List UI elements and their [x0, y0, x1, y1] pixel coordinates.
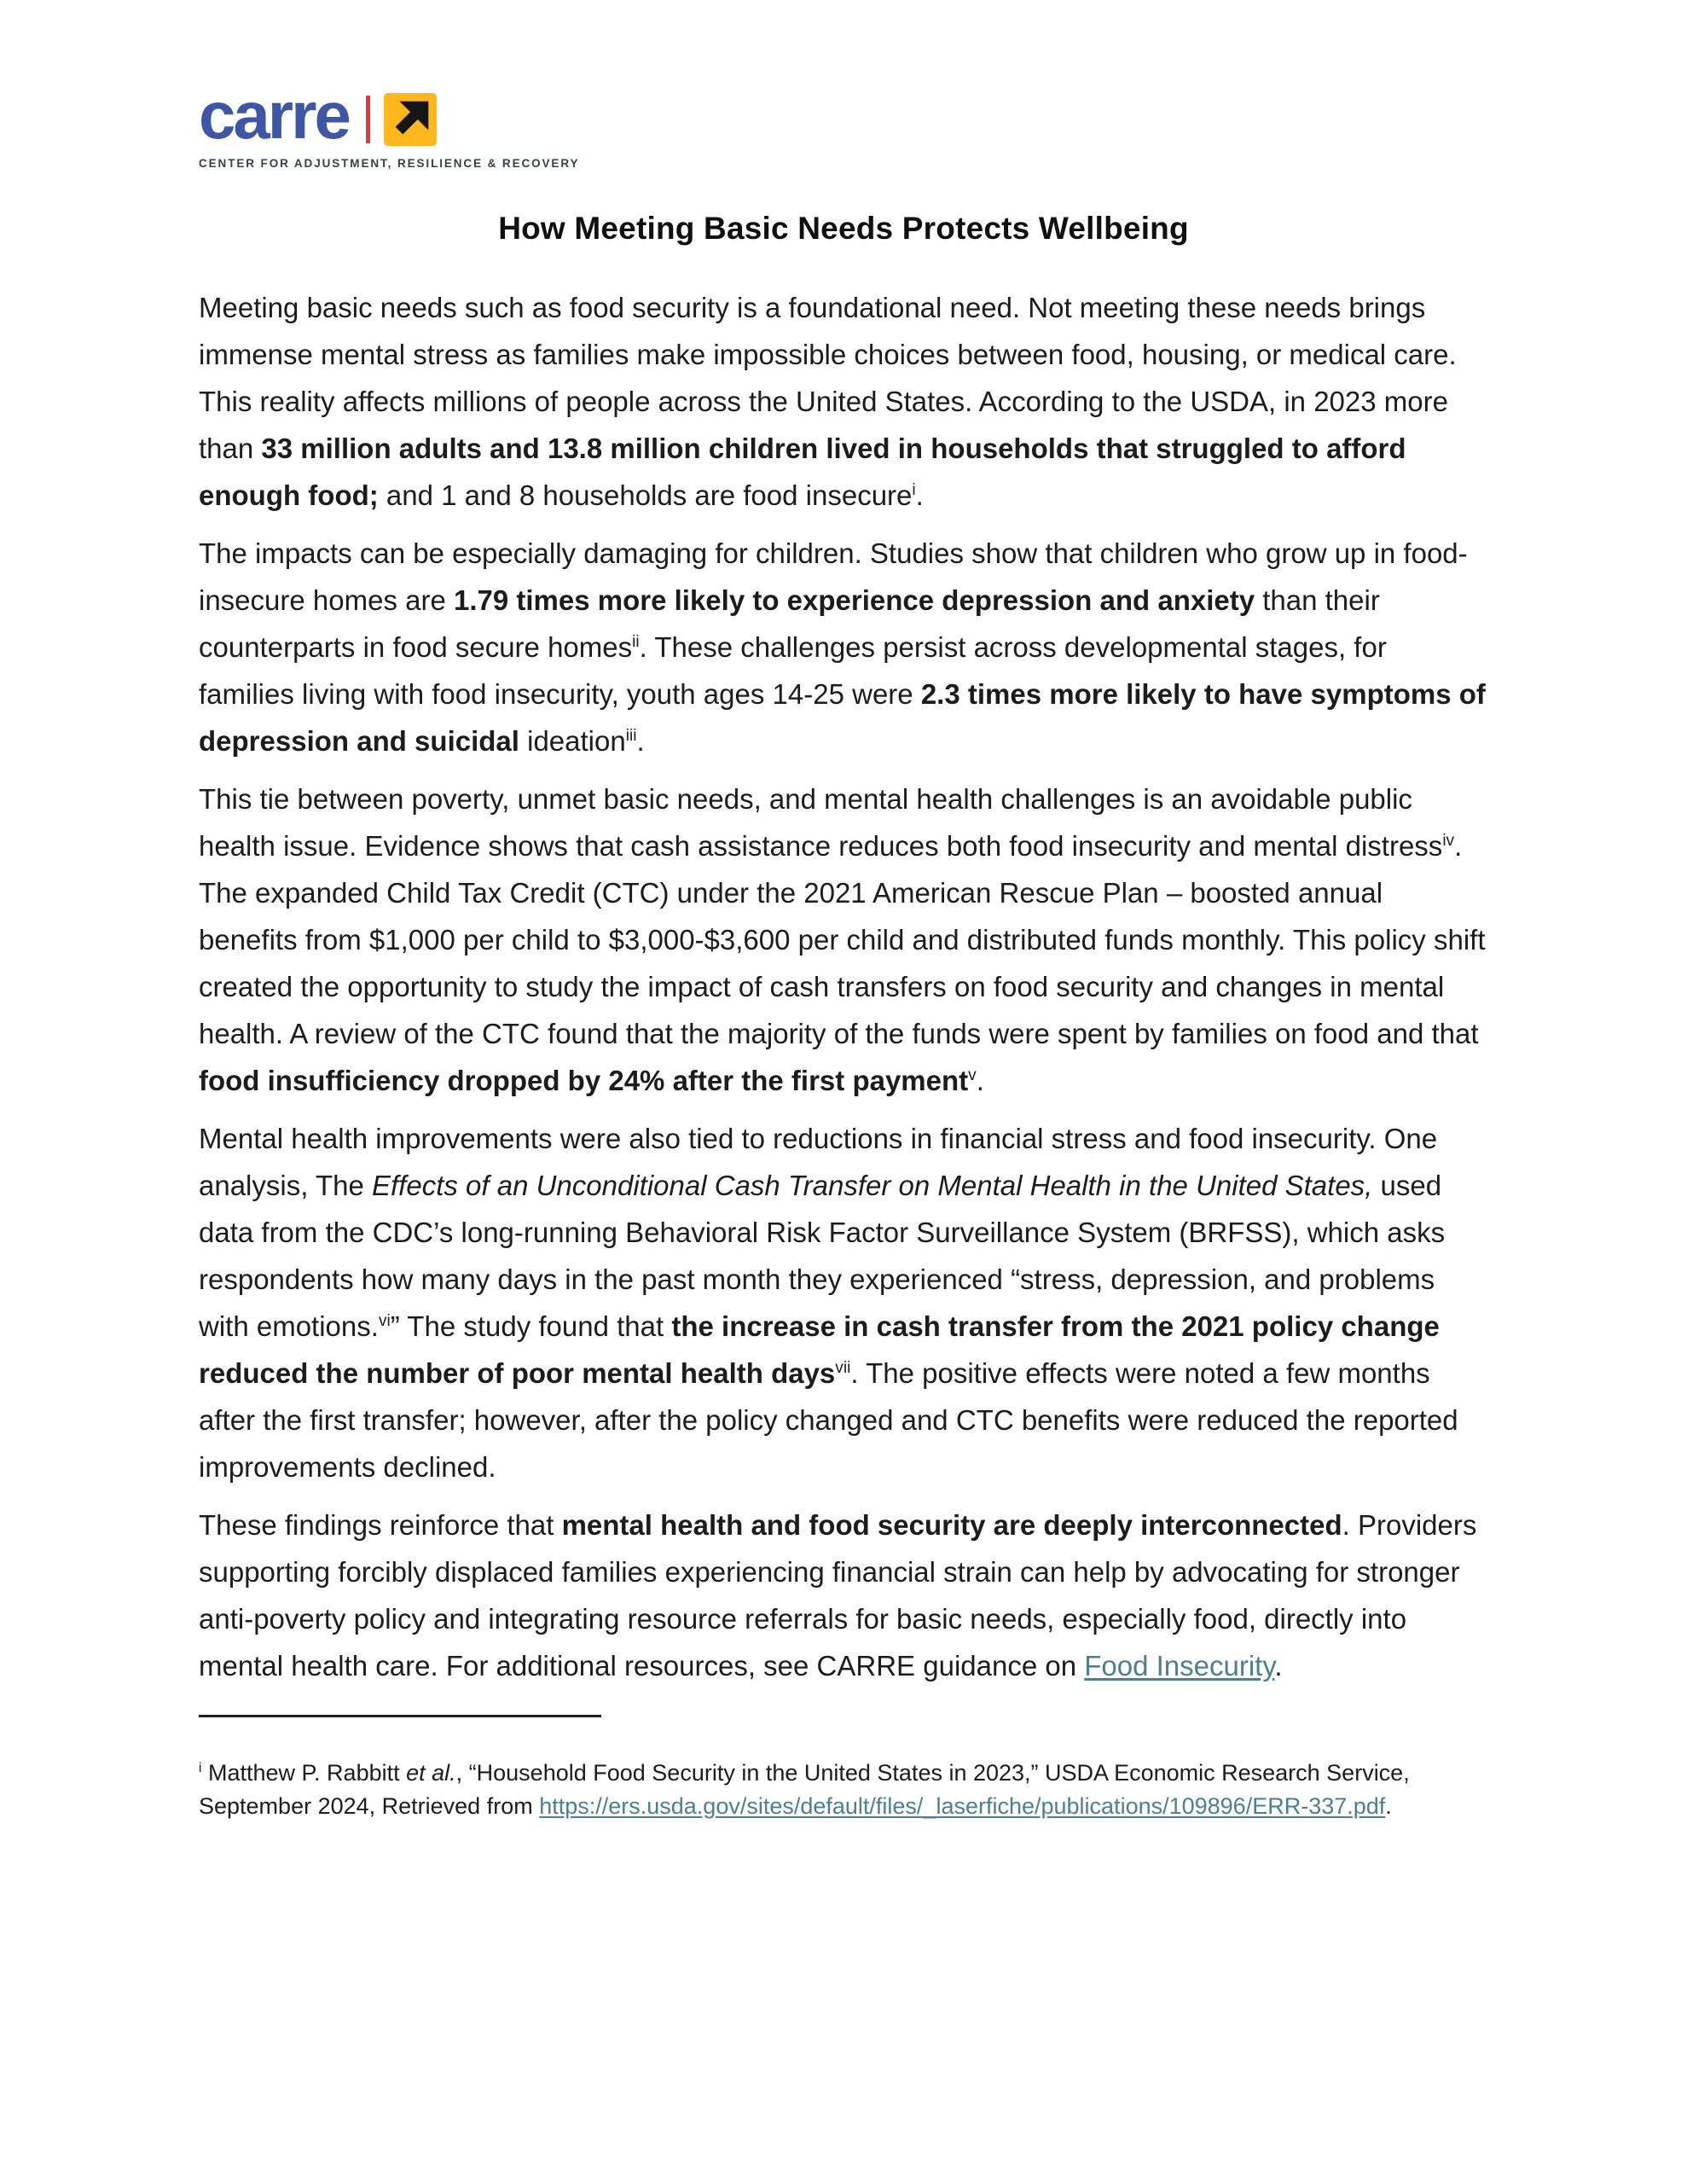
text-run: , “Household Food Security in the United States in 2023,” USDA Economic Research Service, September 2024, Retrieved from	[199, 1760, 1410, 1819]
text-run: et al.	[406, 1760, 456, 1786]
text-run: . The positive effects were noted a few months after the first transfer; however, after the policy changed and CTC benefits were reduced the reported improvements declined.	[199, 1357, 1458, 1483]
text-run: used data from the CDC’s long-running Behavioral Risk Factor Surveillance System (BRFSS), which asks respondents how many days in the past month they experienced “stress, depression, and problems with emotions.	[199, 1170, 1446, 1342]
paragraph	[199, 1502, 1488, 1689]
footnote-ref: ii	[632, 633, 640, 651]
footnote-paragraph	[199, 1757, 1444, 1823]
irc-logo-icon	[384, 93, 437, 146]
logo-tagline: CENTER FOR ADJUSTMENT, RESILIENCE & RECOVERY	[199, 157, 580, 170]
logo-divider	[366, 96, 370, 143]
paragraph	[199, 284, 1488, 519]
text-run: ideation	[519, 725, 626, 757]
text-run: .	[976, 1065, 984, 1096]
footnote-text	[199, 1757, 1444, 1823]
footnote-ref: iv	[1442, 832, 1455, 850]
usda-report-link[interactable]: https://ers.usda.gov/sites/default/files/_laserfiche/publications/109896/ERR-337.pdf	[539, 1793, 1386, 1819]
footnote-ref: i	[912, 481, 916, 499]
carre-logo	[199, 78, 1488, 170]
text-run: Matthew P. Rabbitt	[201, 1760, 407, 1786]
text-run: Meeting basic needs such as food security is a foundational need. Not meeting these needs brings immense mental stress as families make impossible choices between food, housing, or medical care. This reality affects millions of people across the United States. According to the USDA, in 2023 more than	[199, 292, 1457, 464]
text-run: The impacts can be especially damaging for children. Studies show that children who grow up in food-insecure homes are	[199, 537, 1468, 616]
text-run: and 1 and 8 households are food insecure	[378, 479, 913, 511]
text-run: Effects of an Unconditional Cash Transfer on Mental Health in the United States,	[372, 1170, 1373, 1201]
footnote-ref: vii	[835, 1359, 851, 1377]
text-run: 33 million adults and 13.8 million children lived in households that struggled to afford enough food;	[199, 433, 1406, 511]
paragraph	[199, 530, 1488, 764]
text-run: .	[636, 725, 645, 757]
footnote-separator	[199, 1715, 601, 1717]
text-run: than their counterparts in food secure homes	[199, 584, 1380, 663]
text-run: 1.79 times more likely to experience depression and anxiety	[453, 584, 1255, 616]
body-paragraphs	[199, 284, 1488, 1689]
footnote-ref: iii	[625, 727, 637, 745]
text-run: . These challenges persist across developmental stages, for families living with food insecurity, youth ages 14-25 were	[199, 631, 1387, 710]
page-title: How Meeting Basic Needs Protects Wellbeing	[498, 211, 1189, 246]
text-run: These findings reinforce that	[199, 1509, 562, 1541]
text-run: . Providers supporting forcibly displaced families experiencing financial strain can help by advocating for stronger anti-poverty policy and integrating resource referrals for basic needs, especially food, directly into mental health care. For additional resources, see CARRE guidance on	[199, 1509, 1477, 1682]
text-run: mental health and food security are deeply interconnected	[561, 1509, 1342, 1541]
footnote-ref: v	[968, 1066, 977, 1084]
footnote-ref: vi	[378, 1312, 391, 1330]
text-run: .	[1274, 1650, 1283, 1682]
text-run: Mental health improvements were also tied to reductions in financial stress and food insecurity. One analysis, The	[199, 1123, 1438, 1201]
text-run: 2.3 times more likely to have symptoms of depression and suicidal	[199, 678, 1486, 757]
paragraph	[199, 775, 1488, 1104]
text-run: This tie between poverty, unmet basic needs, and mental health challenges is an avoidable public health issue. Evidence shows that cash assistance reduces both food insecurity and mental distress	[199, 783, 1443, 862]
text-run: food insufficiency dropped by 24% after the first payment	[199, 1065, 969, 1096]
footnote-ref: i	[199, 1761, 202, 1775]
paragraph	[199, 1115, 1488, 1490]
text-run: . The expanded Child Tax Credit (CTC) under the 2021 American Rescue Plan – boosted annual benefits from $1,000 per child to $3,000-$3,600 per child and distributed funds monthly. This policy shift created the opportunity to study the impact of cash transfers on food security and changes in mental health. A review of the CTC found that the majority of the funds were spent by families on food and that	[199, 830, 1486, 1049]
text-run: the increase in cash transfer from the 2021 policy change reduced the number of poor mental health days	[199, 1310, 1440, 1389]
text-run: .	[915, 479, 924, 511]
text-run: ” The study found that	[390, 1310, 672, 1342]
carre-wordmark: carre	[199, 78, 349, 153]
logo-row	[199, 78, 1488, 154]
text-run: .	[1385, 1793, 1392, 1819]
food-insecurity-link[interactable]: Food Insecurity	[1084, 1650, 1275, 1682]
